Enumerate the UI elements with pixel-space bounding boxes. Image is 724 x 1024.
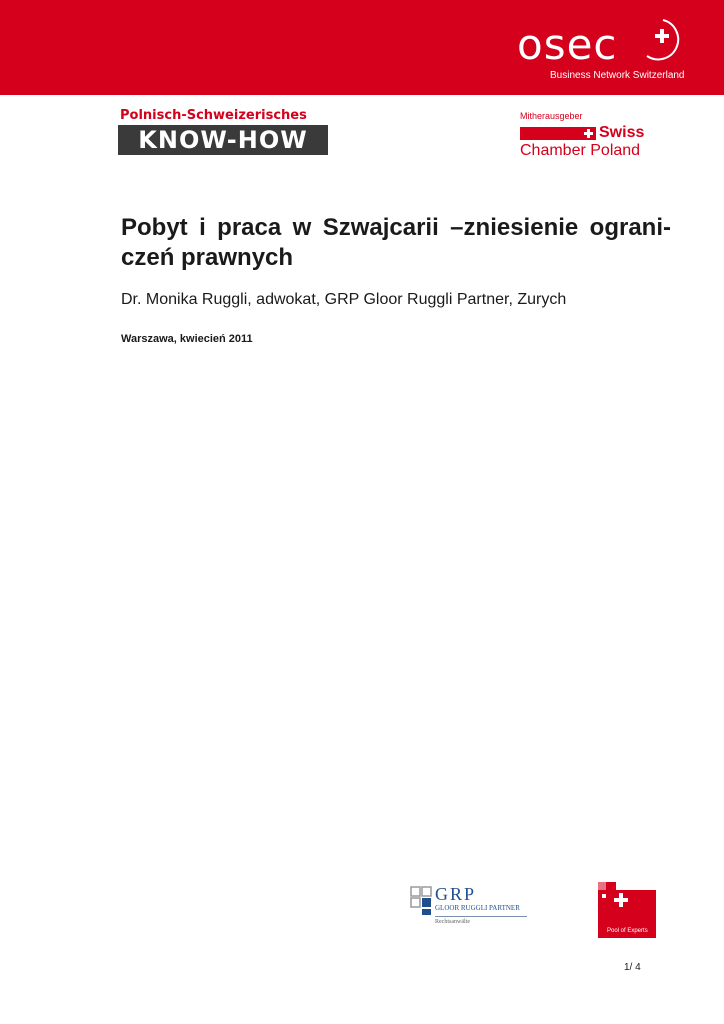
osec-tagline: Business Network Switzerland — [550, 70, 685, 81]
grp-divider — [435, 916, 527, 917]
co-publisher-label: Mitherausgeber — [520, 111, 583, 121]
document-author: Dr. Monika Ruggli, adwokat, GRP Gloor Ruggli Partner, Zurych — [121, 291, 567, 308]
grp-logo — [410, 884, 530, 930]
swiss-cross-icon — [637, 16, 685, 64]
swiss-chamber-subname: Chamber Poland — [520, 142, 641, 159]
grp-subtitle: Rechtsanwälte — [435, 919, 470, 925]
know-how-subtitle: Polnisch-Schweizerisches — [120, 108, 307, 123]
know-how-logo: KNOW-HOW — [118, 125, 328, 155]
swiss-flag-icon — [520, 127, 596, 140]
document-title: Pobyt i praca w Szwajcarii –zniesienie ograni-czeń prawnych — [121, 214, 671, 271]
swiss-chamber-name: Swiss — [599, 124, 645, 141]
header-band — [0, 0, 724, 95]
grp-name: GLOOR RUGGLI PARTNER — [435, 904, 520, 912]
document-date: Warszawa, kwiecień 2011 — [121, 333, 253, 345]
page-number: 1/ 4 — [624, 962, 641, 973]
pool-of-experts-label: Pool of Experts — [607, 928, 648, 934]
grp-abbrev: GRP — [435, 884, 477, 904]
osec-logo: osec — [517, 20, 618, 69]
